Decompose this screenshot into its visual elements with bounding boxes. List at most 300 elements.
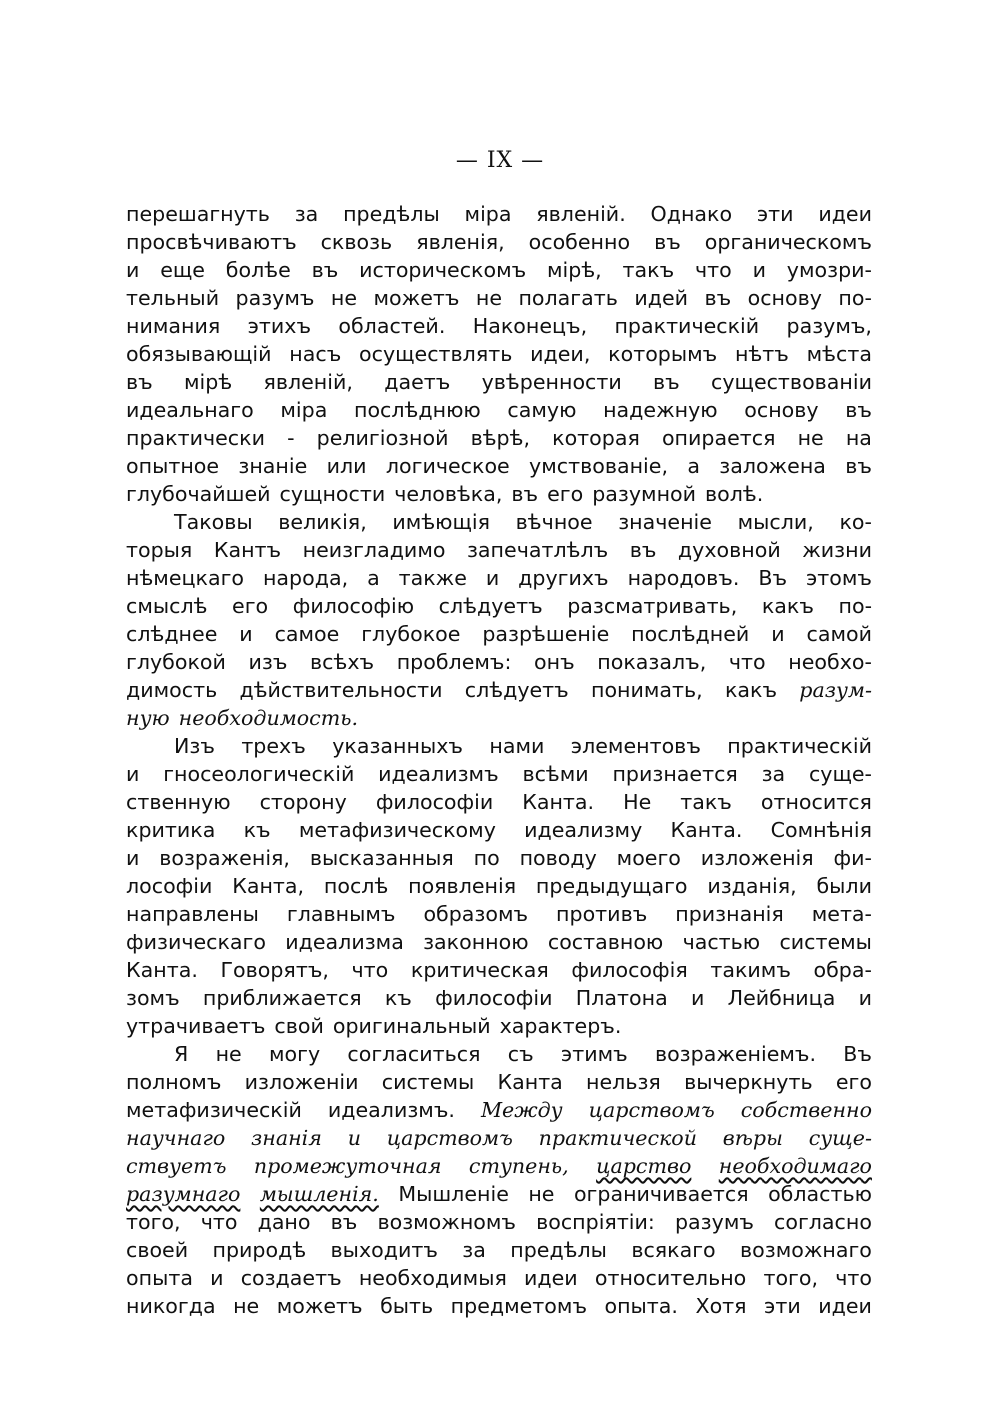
word: надежную: [603, 398, 718, 422]
word: насъ: [289, 342, 342, 366]
word: полномъ: [126, 1070, 222, 1094]
word: вѣры: [722, 1126, 783, 1150]
word: предѣлы: [510, 1238, 607, 1262]
word: разумъ: [235, 286, 315, 310]
word: разум-: [799, 678, 872, 702]
text-line: [126, 1152, 872, 1180]
word: и: [239, 622, 253, 646]
text-line: [126, 424, 872, 452]
word: а: [687, 454, 700, 478]
word: философія: [571, 958, 688, 982]
word: мета-: [811, 902, 872, 926]
word: создаетъ: [240, 1266, 342, 1290]
word: глубокое: [361, 622, 461, 646]
word: главнымъ: [286, 902, 396, 926]
word: вѣрѣ,: [470, 426, 531, 450]
word: этихъ: [247, 314, 312, 338]
word: частью: [682, 930, 761, 954]
word: въ: [845, 454, 872, 478]
word: возможномъ: [377, 1210, 516, 1234]
word: признается: [612, 762, 738, 786]
word: свой: [274, 1014, 324, 1038]
word: нельзя: [586, 1070, 661, 1094]
word: и: [752, 258, 766, 282]
word: послѣднюю: [353, 398, 481, 422]
word: высказанныя: [309, 846, 454, 870]
word: человѣка,: [394, 482, 503, 506]
word: всѣхъ: [310, 650, 375, 674]
word: понимать,: [590, 678, 703, 702]
word: Канта.: [126, 958, 198, 982]
text-line: [126, 1040, 872, 1068]
word: даетъ: [384, 370, 451, 394]
word: и: [126, 762, 140, 786]
word: какъ: [761, 594, 814, 618]
word: которая: [552, 426, 640, 450]
word: идей: [634, 286, 689, 310]
word: метафизическому: [298, 818, 496, 842]
text-line: [126, 816, 872, 844]
word: необходимыя: [358, 1266, 507, 1290]
word: изложенія: [700, 846, 814, 870]
word: практическій: [727, 734, 872, 758]
word: міра: [280, 398, 328, 422]
word: мірѣ,: [547, 258, 602, 282]
word: что: [200, 1210, 238, 1234]
word: и: [210, 1266, 224, 1290]
word: областью: [768, 1182, 872, 1206]
word: философію: [292, 594, 415, 618]
word: ограничивается: [573, 1182, 749, 1206]
word: запечатлѣлъ: [466, 538, 609, 562]
word: осуществлять: [359, 342, 513, 366]
word: практическій: [614, 314, 760, 338]
word: опыта: [126, 1266, 193, 1290]
word: димость: [126, 678, 218, 702]
word: направлены: [126, 902, 259, 926]
word: что: [835, 1266, 872, 1290]
word: своей: [126, 1238, 189, 1262]
word: не: [215, 1042, 242, 1066]
word: въ: [126, 370, 153, 394]
word: глубокой: [126, 650, 226, 674]
word: умозри-: [786, 258, 872, 282]
text-line: [126, 1180, 872, 1208]
word: по: [473, 846, 500, 870]
word: мышленія.: [259, 1182, 379, 1206]
word: историческомъ: [359, 258, 527, 282]
word: ствуетъ: [126, 1154, 227, 1178]
word: Наконецъ,: [472, 314, 588, 338]
word: явленія,: [416, 230, 505, 254]
word: другихъ: [518, 566, 609, 590]
word: необхо-: [788, 650, 872, 674]
word: существованіи: [711, 370, 872, 394]
word: Таковы: [174, 510, 253, 534]
word: Я: [174, 1042, 189, 1066]
word: разумнаго: [126, 1182, 241, 1206]
word: гносеологическій: [163, 762, 355, 786]
word: Канта.: [522, 790, 595, 814]
text-line: [126, 928, 872, 956]
word: предыдущаго: [535, 874, 688, 898]
word: идеальнаго: [126, 398, 254, 422]
word: системы: [381, 1070, 475, 1094]
word: того,: [763, 1266, 819, 1290]
word: критика: [126, 818, 216, 842]
word: промежуточная: [253, 1154, 442, 1178]
word: возраженія,: [159, 846, 290, 870]
text-line: [126, 340, 872, 368]
word: этомъ: [805, 566, 872, 590]
word: нѣмецкаго: [126, 566, 245, 590]
word: основу: [747, 286, 822, 310]
text-line: [126, 1264, 872, 1292]
word: а: [367, 566, 380, 590]
text-line: [126, 1124, 872, 1152]
word: изложеніи: [244, 1070, 359, 1094]
word: разумъ: [674, 1210, 754, 1234]
word: научнаго: [126, 1126, 226, 1150]
word: указанныхъ: [332, 734, 463, 758]
word: его: [835, 1070, 872, 1094]
word: самой: [806, 622, 872, 646]
text-line: [126, 508, 872, 536]
text-line: [126, 284, 872, 312]
word: какъ: [724, 678, 778, 702]
word: физическаго: [126, 930, 266, 954]
text-line: [126, 704, 872, 732]
word: не: [797, 426, 824, 450]
word: знаніе: [238, 454, 308, 478]
word: опытное: [126, 454, 220, 478]
word: также: [398, 566, 467, 590]
word: никогда: [126, 1294, 216, 1318]
text-line: [126, 676, 872, 704]
text-line: [126, 480, 872, 508]
word: разрѣшеніе: [482, 622, 610, 646]
word: сквозь: [320, 230, 393, 254]
word: обязывающій: [126, 342, 272, 366]
word: міра: [464, 202, 512, 226]
word: не: [233, 1294, 260, 1318]
text-line: [126, 844, 872, 872]
word: изъ: [248, 650, 288, 674]
word: суще-: [808, 1126, 872, 1150]
text-line: [126, 1096, 872, 1124]
text-line: [126, 200, 872, 228]
word: разумъ,: [786, 314, 872, 338]
word: идеи: [818, 1294, 872, 1318]
word: съ: [507, 1042, 534, 1066]
text-line: [126, 956, 872, 984]
word: Не: [623, 790, 652, 814]
word: въ: [511, 482, 539, 506]
word: могу: [268, 1042, 321, 1066]
word: Канта: [497, 1070, 563, 1094]
word: изданія,: [707, 874, 797, 898]
word: явленій,: [263, 370, 353, 394]
text-line: [126, 900, 872, 928]
word: сущности: [279, 482, 386, 506]
word: такимъ: [710, 958, 791, 982]
word: обра-: [813, 958, 872, 982]
word: нимания: [126, 314, 221, 338]
word: въ: [845, 398, 872, 422]
word: Въ: [758, 566, 788, 590]
word: предметомъ: [450, 1294, 587, 1318]
word: глубочайшей: [126, 482, 271, 506]
word: народовъ.: [627, 566, 740, 590]
word: практической: [538, 1126, 697, 1150]
word: вычеркнуть: [684, 1070, 813, 1094]
word: онъ: [534, 650, 575, 674]
word: имѣющія: [392, 510, 491, 534]
word: суще-: [808, 762, 872, 786]
word: идеи: [818, 202, 872, 226]
word: умствованіе,: [529, 454, 668, 478]
word: разсматривать,: [567, 594, 738, 618]
text-line: [126, 228, 872, 256]
word: Въ: [843, 1042, 872, 1066]
word: зомъ: [126, 986, 180, 1010]
word: перешагнуть: [126, 202, 270, 226]
word: такъ: [622, 258, 675, 282]
word: того,: [126, 1210, 181, 1234]
word: идеализмъ: [378, 762, 499, 786]
word: слѣдуетъ: [438, 594, 543, 618]
text-line: [126, 312, 872, 340]
word: идеи,: [530, 342, 591, 366]
word: нами: [489, 734, 545, 758]
word: философіи: [375, 790, 494, 814]
word: элементовъ: [570, 734, 701, 758]
word: были: [816, 874, 872, 898]
text-line: [126, 984, 872, 1012]
text-line: [126, 256, 872, 284]
word: смыслѣ: [126, 594, 208, 618]
word: и: [858, 986, 872, 1010]
word: въ: [629, 538, 657, 562]
word: воспріятіи:: [536, 1210, 655, 1234]
text-line: [126, 788, 872, 816]
word: опыта.: [604, 1294, 678, 1318]
word: опирается: [661, 426, 776, 450]
word: народа,: [262, 566, 349, 590]
word: мысли,: [737, 510, 814, 534]
text-line: [126, 368, 872, 396]
word: и: [126, 846, 140, 870]
word: въ: [311, 258, 339, 282]
word: разумной: [592, 482, 697, 506]
word: возможнаго: [740, 1238, 872, 1262]
word: эти: [756, 202, 794, 226]
text-line: [126, 592, 872, 620]
word: дано: [257, 1210, 311, 1234]
word: что: [694, 258, 732, 282]
word: возраженіемъ.: [654, 1042, 817, 1066]
word: составною: [547, 930, 664, 954]
word: торыя: [126, 538, 193, 562]
word: религіозной: [316, 426, 449, 450]
word: Канта,: [232, 874, 305, 898]
page-number: — IX —: [455, 148, 545, 173]
body-text: [126, 200, 872, 1320]
word: въ: [704, 286, 732, 310]
word: Хотя: [695, 1294, 747, 1318]
word: слѣднее: [126, 622, 218, 646]
word: согласно: [774, 1210, 872, 1234]
text-line: [126, 620, 872, 648]
word: можетъ: [276, 1294, 363, 1318]
word: ступень,: [468, 1154, 569, 1178]
word: особенно: [528, 230, 631, 254]
word: по-: [838, 594, 872, 618]
word: и: [690, 986, 705, 1010]
word: царствомъ: [386, 1126, 513, 1150]
word: вѣчное: [515, 510, 593, 534]
word: областей.: [338, 314, 446, 338]
word: показалъ,: [597, 650, 707, 674]
text-line: [126, 536, 872, 564]
text-line: [126, 648, 872, 676]
word: что: [728, 650, 766, 674]
word: Кантъ: [213, 538, 282, 562]
text-line: [126, 396, 872, 424]
word: его: [232, 594, 269, 618]
word: самое: [274, 622, 340, 646]
word: всѣми: [522, 762, 589, 786]
word: жизни: [802, 538, 872, 562]
word: болѣе: [225, 258, 291, 282]
word: не: [330, 286, 358, 310]
text-line: [126, 1208, 872, 1236]
word: согласиться: [347, 1042, 481, 1066]
word: оригинальный: [332, 1014, 491, 1038]
word: что: [351, 958, 389, 982]
word: критическая: [410, 958, 549, 982]
word: неизгладимо: [302, 538, 446, 562]
word: или: [326, 454, 367, 478]
word: Изъ: [174, 734, 215, 758]
word: трехъ: [241, 734, 306, 758]
word: быть: [380, 1294, 434, 1318]
word: и: [347, 1126, 361, 1150]
word: послѣ: [323, 874, 389, 898]
word: за: [294, 202, 319, 226]
word: къ: [384, 986, 412, 1010]
word: Между: [480, 1098, 563, 1122]
text-line: [126, 760, 872, 788]
word: ственную: [126, 790, 231, 814]
word: Мышленіе: [398, 1182, 509, 1206]
word: появленія: [408, 874, 517, 898]
word: за: [462, 1238, 486, 1262]
word: Канта.: [670, 818, 743, 842]
word: проблемъ:: [396, 650, 512, 674]
word: идеализмъ.: [327, 1098, 455, 1122]
word: увѣренности: [481, 370, 622, 394]
word: собственно: [740, 1098, 872, 1122]
word: природѣ: [212, 1238, 307, 1262]
word: органическомъ: [704, 230, 872, 254]
word: не: [475, 286, 502, 310]
word: царство: [596, 1154, 692, 1178]
word: противъ: [556, 902, 648, 926]
word: великія,: [278, 510, 367, 534]
word: относительно: [594, 1266, 747, 1290]
word: въ: [654, 230, 681, 254]
text-line: [126, 452, 872, 480]
word: фи-: [833, 846, 872, 870]
word: философіи: [435, 986, 553, 1010]
word: волѣ.: [705, 482, 764, 506]
word: необходимаго: [718, 1154, 872, 1178]
word: идеи: [524, 1266, 578, 1290]
word: за: [761, 762, 786, 786]
word: и: [771, 622, 785, 646]
word: характеръ.: [499, 1014, 622, 1038]
text-line: [126, 1068, 872, 1096]
word: въ: [653, 370, 680, 394]
word: моего: [616, 846, 681, 870]
word: утрачиваетъ: [126, 1014, 266, 1038]
word: царствомъ: [588, 1098, 715, 1122]
word: системы: [779, 930, 872, 954]
word: практически: [126, 426, 265, 450]
word: еще: [160, 258, 205, 282]
word: ко-: [839, 510, 872, 534]
word: ную: [126, 706, 170, 730]
word: законною: [423, 930, 529, 954]
word: и: [126, 258, 140, 282]
word: признанія: [675, 902, 784, 926]
word: метафизическій: [126, 1098, 302, 1122]
word: мірѣ: [183, 370, 233, 394]
word: лософіи: [126, 874, 213, 898]
text-line: [126, 1236, 872, 1264]
word: Платона: [575, 986, 668, 1010]
word: значеніе: [618, 510, 712, 534]
word: духовной: [677, 538, 781, 562]
word: его: [547, 482, 584, 506]
text-line: [126, 1292, 872, 1320]
word: поводу: [519, 846, 597, 870]
word: Сомнѣнія: [770, 818, 872, 842]
word: и: [485, 566, 500, 590]
word: Лейбница: [727, 986, 836, 1010]
word: Говорятъ,: [220, 958, 329, 982]
word: Однако: [650, 202, 733, 226]
word: эти: [764, 1294, 801, 1318]
word: которымъ: [608, 342, 718, 366]
word: такъ: [680, 790, 732, 814]
word: всякаго: [631, 1238, 716, 1262]
word: въ: [330, 1210, 358, 1234]
word: относится: [760, 790, 872, 814]
word: предѣлы: [343, 202, 440, 226]
text-line: [126, 872, 872, 900]
word: необходимость.: [178, 706, 358, 730]
word: выходитъ: [330, 1238, 438, 1262]
word: логическое: [385, 454, 510, 478]
word: основу: [744, 398, 819, 422]
word: этимъ: [560, 1042, 628, 1066]
word: послѣдней: [631, 622, 750, 646]
text-line: [126, 1012, 872, 1040]
word: сторону: [259, 790, 347, 814]
word: явленій.: [536, 202, 626, 226]
